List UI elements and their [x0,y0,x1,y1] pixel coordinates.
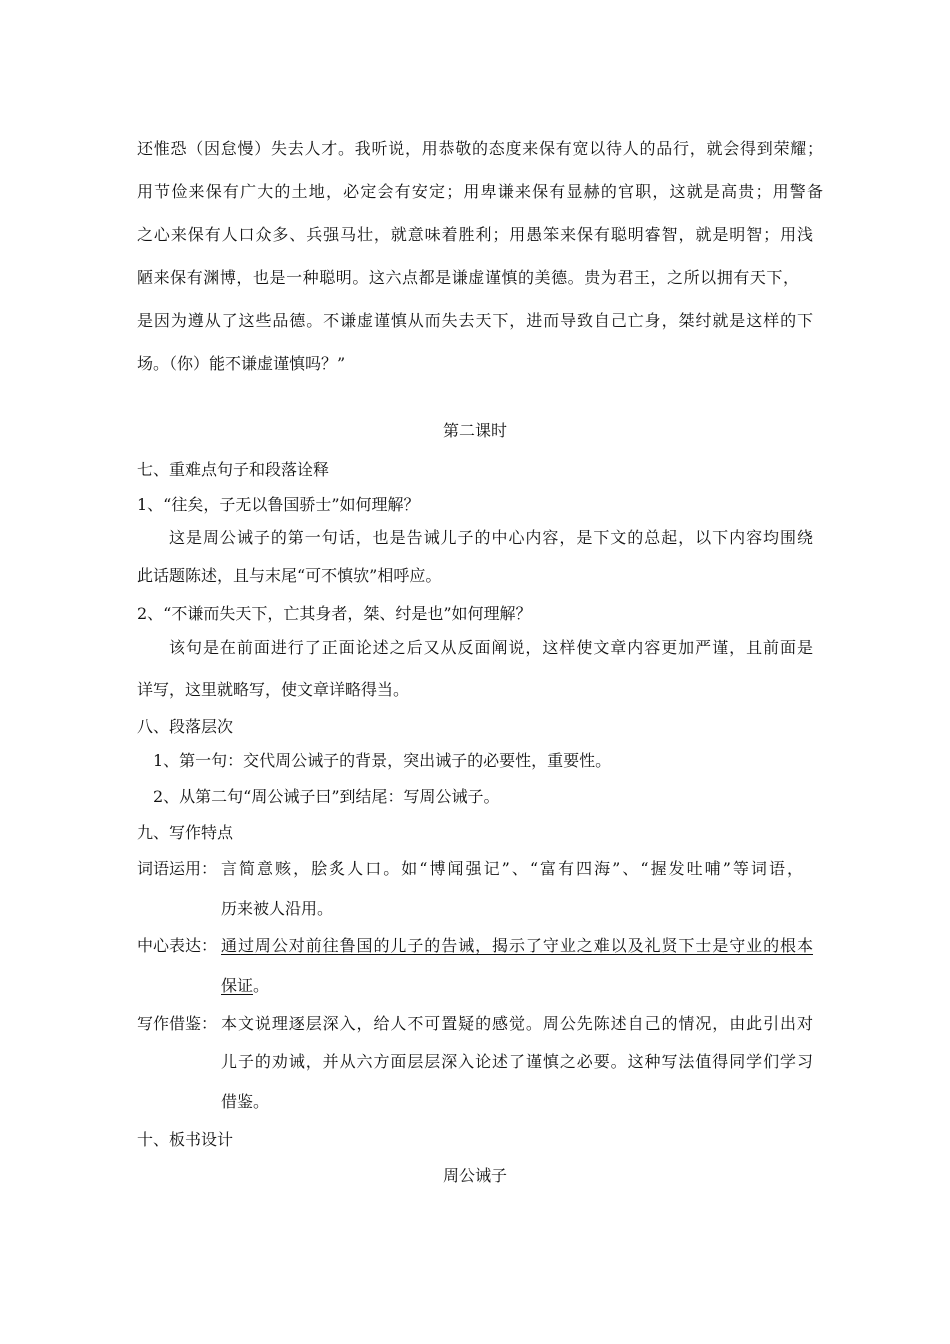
writing-line-3: 借鉴。 [221,1092,270,1111]
level-item-2: 2、从第二句“周公诫子曰”到结尾：写周公诫子。 [153,787,500,806]
intro-line-4: 陋来保有渊博，也是一种聪明。这六点都是谦虚谨慎的美德。贵为君王，之所以拥有天下， [137,268,799,287]
central-label: 中心表达： [137,936,218,955]
writing-line-2: 儿子的劝诫，并从六方面层层深入论述了谨慎之必要。这种写法值得同学们学习 [221,1052,813,1071]
intro-line-1: 还惟恐（因怠慢）失去人才。我听说，用恭敬的态度来保有宽以待人的品行，就会得到荣耀； [137,139,823,158]
writing-line-1: 本文说理逐层深入，给人不可置疑的感觉。周公先陈述自己的情况，由此引出对 [221,1014,813,1033]
question-1: 1、“往矣，子无以鲁国骄士”如何理解？ [137,495,420,514]
question-2: 2、“不谦而失天下，亡其身者，桀、纣是也”如何理解？ [137,604,532,623]
lesson-title: 第二课时 [442,421,507,440]
central-line-1: 通过周公对前往鲁国的儿子的告诫，揭示了守业之难以及礼贤下士是守业的根本 [221,936,813,955]
section-8-heading: 八、段落层次 [137,717,234,736]
section-9-heading: 九、写作特点 [137,823,234,842]
word-use-line-2: 历来被人沿用。 [221,899,334,918]
writing-label: 写作借鉴： [137,1014,218,1033]
intro-line-2: 用节俭来保有广大的土地，必定会有安定；用卑谦来保有显赫的官职，这就是高贵；用警备 [137,182,823,201]
board-title: 周公诫子 [442,1166,507,1185]
word-use-label: 词语运用： [137,859,218,878]
central-line-2-text: 保证 [221,976,254,995]
intro-line-3: 之心来保有人口众多、兵强马壮，就意味着胜利；用愚笨来保有聪明睿智，就是明智；用浅 [137,225,813,244]
answer-2-line-1: 该句是在前面进行了正面论述之后又从反面阐说，这样使文章内容更加严谨，且前面是 [169,638,813,657]
answer-1-line-1: 这是周公诫子的第一句话，也是告诫儿子的中心内容，是下文的总起，以下内容均围绕 [169,528,813,547]
level-item-1: 1、第一句：交代周公诫子的背景，突出诫子的必要性，重要性。 [153,751,612,770]
answer-2-line-2: 详写，这里就略写，使文章详略得当。 [137,680,410,699]
word-use-line-1: 言简意赅，脍炙人口。如“博闻强记”、“富有四海”、“握发吐哺”等词语， [221,859,803,878]
section-10-heading: 十、板书设计 [137,1130,234,1149]
central-line-2 [221,975,269,997]
answer-1-line-2: 此话题陈述，且与末尾“可不慎欤”相呼应。 [137,566,442,585]
intro-line-5: 是因为遵从了这些品德。不谦虚谨慎从而失去天下，进而导致自己亡身，桀纣就是这样的下 [137,311,813,330]
section-7-heading: 七、重难点句子和段落诠释 [137,460,330,479]
intro-line-6: 场。（你）能不谦虚谨慎吗？” [137,354,346,373]
central-line-2-tail: 。 [253,976,270,995]
